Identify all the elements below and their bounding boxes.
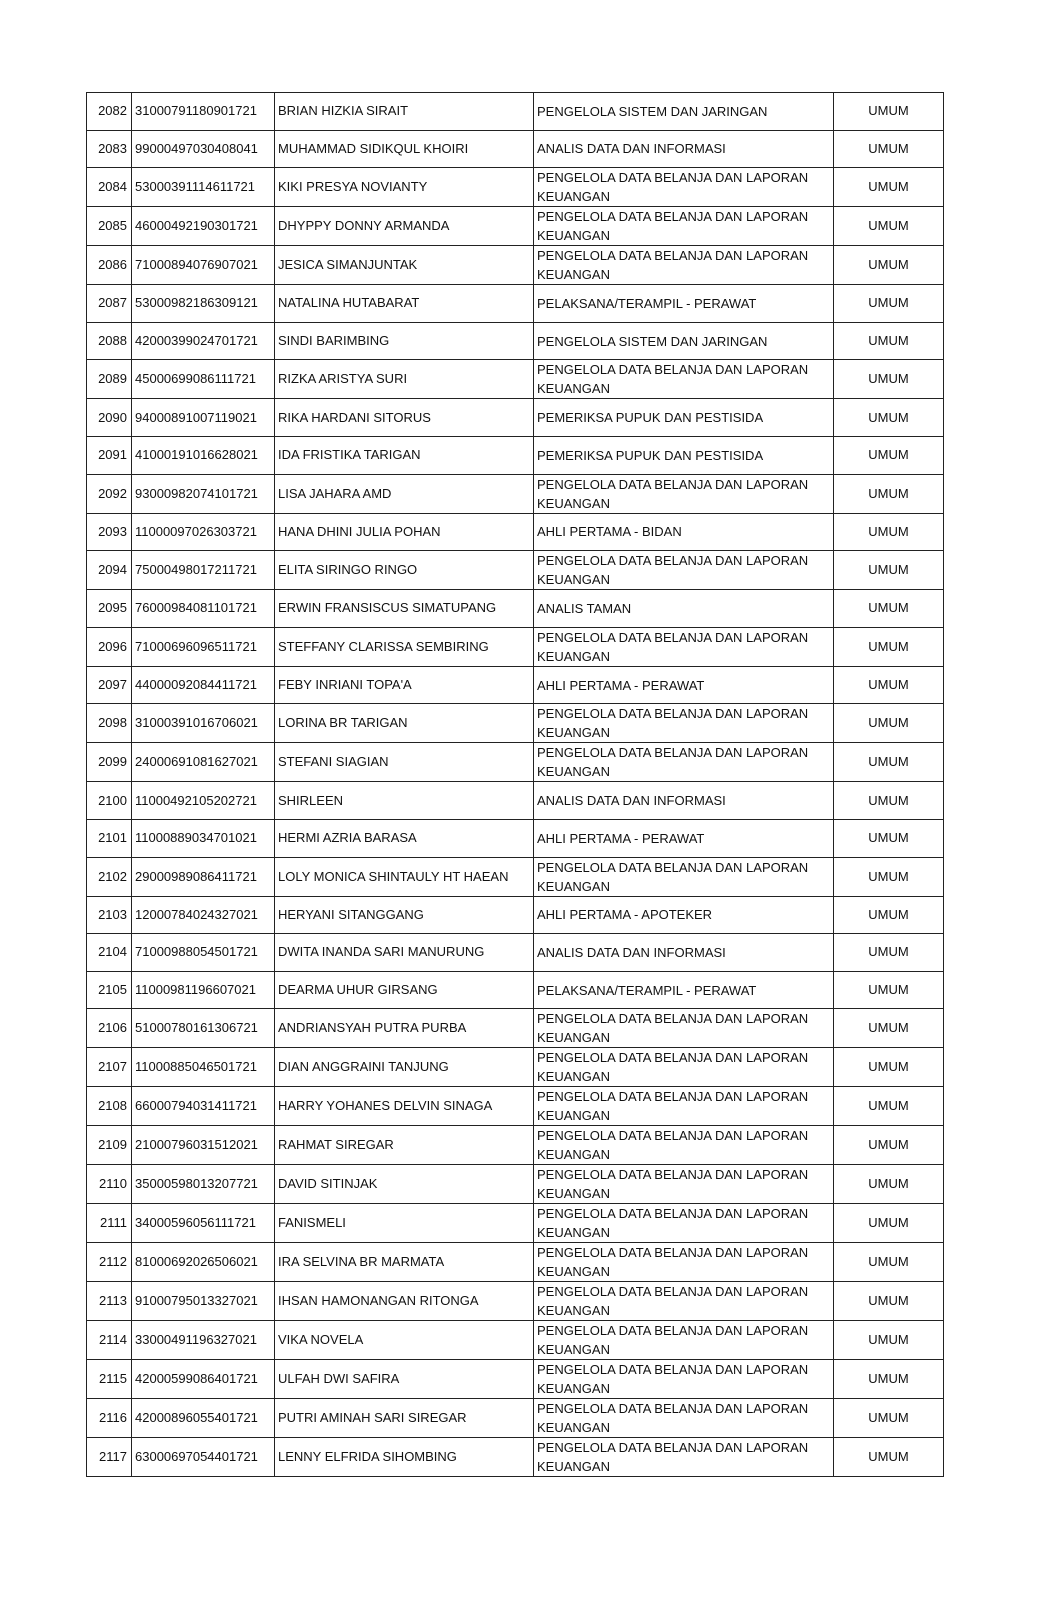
position-title: PENGELOLA DATA BELANJA DAN LAPORAN KEUANGAN — [534, 1438, 834, 1477]
row-number: 2111 — [87, 1204, 132, 1243]
participant-name: BRIAN HIZKIA SIRAIT — [275, 93, 534, 131]
formation-type: UMUM — [834, 743, 944, 782]
formation-type: UMUM — [834, 513, 944, 551]
row-number: 2113 — [87, 1282, 132, 1321]
row-number: 2117 — [87, 1438, 132, 1477]
formation-type: UMUM — [834, 436, 944, 474]
row-number: 2102 — [87, 857, 132, 896]
registration-number: 53000982186309121 — [132, 285, 275, 323]
table-row — [87, 1204, 944, 1243]
participant-name: SHIRLEEN — [275, 782, 534, 820]
participant-name: NATALINA HUTABARAT — [275, 285, 534, 323]
registration-number: 34000596056111721 — [132, 1204, 275, 1243]
registration-number: 51000780161306721 — [132, 1009, 275, 1048]
table-row — [87, 1321, 944, 1360]
formation-type: UMUM — [834, 819, 944, 857]
participant-name: ANDRIANSYAH PUTRA PURBA — [275, 1009, 534, 1048]
position-title: PENGELOLA DATA BELANJA DAN LAPORAN KEUANGAN — [534, 551, 834, 590]
formation-type: UMUM — [834, 1399, 944, 1438]
table-row — [87, 934, 944, 972]
participant-table-body — [87, 93, 944, 1477]
table-row — [87, 360, 944, 399]
position-title: PENGELOLA DATA BELANJA DAN LAPORAN KEUANGAN — [534, 743, 834, 782]
formation-type: UMUM — [834, 1126, 944, 1165]
table-row — [87, 1282, 944, 1321]
registration-number: 11000889034701021 — [132, 819, 275, 857]
participant-name: VIKA NOVELA — [275, 1321, 534, 1360]
row-number: 2094 — [87, 551, 132, 590]
participant-name: FANISMELI — [275, 1204, 534, 1243]
participant-name: DEARMA UHUR GIRSANG — [275, 971, 534, 1009]
table-row — [87, 704, 944, 743]
registration-number: 11000492105202721 — [132, 782, 275, 820]
table-row — [87, 1165, 944, 1204]
position-title: PENGELOLA DATA BELANJA DAN LAPORAN KEUANGAN — [534, 1282, 834, 1321]
row-number: 2086 — [87, 246, 132, 285]
formation-type: UMUM — [834, 285, 944, 323]
table-row — [87, 436, 944, 474]
position-title: PENGELOLA SISTEM DAN JARINGAN — [534, 93, 834, 131]
participant-name: DIAN ANGGRAINI TANJUNG — [275, 1048, 534, 1087]
registration-number: 53000391114611721 — [132, 168, 275, 207]
participant-table — [86, 92, 944, 1477]
registration-number: 42000599086401721 — [132, 1360, 275, 1399]
participant-name: STEFANI SIAGIAN — [275, 743, 534, 782]
registration-number: 75000498017211721 — [132, 551, 275, 590]
row-number: 2091 — [87, 436, 132, 474]
participant-name: MUHAMMAD SIDIKQUL KHOIRI — [275, 130, 534, 168]
table-row — [87, 627, 944, 666]
formation-type: UMUM — [834, 857, 944, 896]
position-title: ANALIS TAMAN — [534, 590, 834, 628]
formation-type: UMUM — [834, 1087, 944, 1126]
position-title: PENGELOLA DATA BELANJA DAN LAPORAN KEUANGAN — [534, 207, 834, 246]
table-row — [87, 1009, 944, 1048]
participant-name: JESICA SIMANJUNTAK — [275, 246, 534, 285]
row-number: 2090 — [87, 399, 132, 437]
registration-number: 91000795013327021 — [132, 1282, 275, 1321]
table-row — [87, 551, 944, 590]
table-row — [87, 1438, 944, 1477]
table-row — [87, 474, 944, 513]
position-title: PEMERIKSA PUPUK DAN PESTISIDA — [534, 399, 834, 437]
participant-name: LISA JAHARA AMD — [275, 474, 534, 513]
participant-name: DHYPPY DONNY ARMANDA — [275, 207, 534, 246]
table-row — [87, 590, 944, 628]
registration-number: 21000796031512021 — [132, 1126, 275, 1165]
position-title: AHLI PERTAMA - APOTEKER — [534, 896, 834, 934]
participant-name: LORINA BR TARIGAN — [275, 704, 534, 743]
formation-type: UMUM — [834, 896, 944, 934]
table-row — [87, 743, 944, 782]
table-row — [87, 1243, 944, 1282]
registration-number: 44000092084411721 — [132, 666, 275, 704]
registration-number: 11000097026303721 — [132, 513, 275, 551]
registration-number: 76000984081101721 — [132, 590, 275, 628]
registration-number: 35000598013207721 — [132, 1165, 275, 1204]
row-number: 2097 — [87, 666, 132, 704]
position-title: ANALIS DATA DAN INFORMASI — [534, 130, 834, 168]
position-title: PENGELOLA DATA BELANJA DAN LAPORAN KEUANGAN — [534, 246, 834, 285]
row-number: 2089 — [87, 360, 132, 399]
formation-type: UMUM — [834, 1321, 944, 1360]
position-title: PEMERIKSA PUPUK DAN PESTISIDA — [534, 436, 834, 474]
table-row — [87, 399, 944, 437]
formation-type: UMUM — [834, 130, 944, 168]
participant-name: PUTRI AMINAH SARI SIREGAR — [275, 1399, 534, 1438]
table-row — [87, 1048, 944, 1087]
participant-name: RIKA HARDANI SITORUS — [275, 399, 534, 437]
participant-name: ULFAH DWI SAFIRA — [275, 1360, 534, 1399]
formation-type: UMUM — [834, 246, 944, 285]
participant-name: IRA SELVINA BR MARMATA — [275, 1243, 534, 1282]
participant-name: RAHMAT SIREGAR — [275, 1126, 534, 1165]
formation-type: UMUM — [834, 1360, 944, 1399]
formation-type: UMUM — [834, 782, 944, 820]
position-title: PENGELOLA DATA BELANJA DAN LAPORAN KEUANGAN — [534, 1126, 834, 1165]
row-number: 2112 — [87, 1243, 132, 1282]
table-row — [87, 513, 944, 551]
table-row — [87, 819, 944, 857]
row-number: 2083 — [87, 130, 132, 168]
row-number: 2095 — [87, 590, 132, 628]
table-row — [87, 207, 944, 246]
registration-number: 11000981196607021 — [132, 971, 275, 1009]
formation-type: UMUM — [834, 934, 944, 972]
participant-name: KIKI PRESYA NOVIANTY — [275, 168, 534, 207]
table-row — [87, 285, 944, 323]
formation-type: UMUM — [834, 399, 944, 437]
row-number: 2088 — [87, 322, 132, 360]
participant-name: HARRY YOHANES DELVIN SINAGA — [275, 1087, 534, 1126]
position-title: PELAKSANA/TERAMPIL - PERAWAT — [534, 285, 834, 323]
row-number: 2104 — [87, 934, 132, 972]
formation-type: UMUM — [834, 551, 944, 590]
position-title: PENGELOLA DATA BELANJA DAN LAPORAN KEUANGAN — [534, 1243, 834, 1282]
formation-type: UMUM — [834, 474, 944, 513]
position-title: ANALIS DATA DAN INFORMASI — [534, 934, 834, 972]
row-number: 2114 — [87, 1321, 132, 1360]
formation-type: UMUM — [834, 627, 944, 666]
registration-number: 71000696096511721 — [132, 627, 275, 666]
row-number: 2100 — [87, 782, 132, 820]
registration-number: 46000492190301721 — [132, 207, 275, 246]
formation-type: UMUM — [834, 1438, 944, 1477]
position-title: AHLI PERTAMA - PERAWAT — [534, 666, 834, 704]
row-number: 2101 — [87, 819, 132, 857]
participant-name: HERYANI SITANGGANG — [275, 896, 534, 934]
formation-type: UMUM — [834, 322, 944, 360]
table-row — [87, 130, 944, 168]
participant-name: LOLY MONICA SHINTAULY HT HAEAN — [275, 857, 534, 896]
position-title: PENGELOLA DATA BELANJA DAN LAPORAN KEUANGAN — [534, 1087, 834, 1126]
table-row — [87, 782, 944, 820]
table-row — [87, 1399, 944, 1438]
row-number: 2116 — [87, 1399, 132, 1438]
registration-number: 94000891007119021 — [132, 399, 275, 437]
registration-number: 99000497030408041 — [132, 130, 275, 168]
row-number: 2099 — [87, 743, 132, 782]
position-title: PENGELOLA DATA BELANJA DAN LAPORAN KEUANGAN — [534, 168, 834, 207]
position-title: ANALIS DATA DAN INFORMASI — [534, 782, 834, 820]
formation-type: UMUM — [834, 207, 944, 246]
registration-number: 11000885046501721 — [132, 1048, 275, 1087]
formation-type: UMUM — [834, 1048, 944, 1087]
position-title: PENGELOLA DATA BELANJA DAN LAPORAN KEUANGAN — [534, 360, 834, 399]
row-number: 2096 — [87, 627, 132, 666]
formation-type: UMUM — [834, 1165, 944, 1204]
table-row — [87, 322, 944, 360]
participant-name: DWITA INANDA SARI MANURUNG — [275, 934, 534, 972]
position-title: PENGELOLA DATA BELANJA DAN LAPORAN KEUANGAN — [534, 474, 834, 513]
registration-number: 42000399024701721 — [132, 322, 275, 360]
row-number: 2092 — [87, 474, 132, 513]
position-title: PENGELOLA DATA BELANJA DAN LAPORAN KEUANGAN — [534, 1204, 834, 1243]
position-title: PENGELOLA DATA BELANJA DAN LAPORAN KEUANGAN — [534, 1321, 834, 1360]
position-title: PELAKSANA/TERAMPIL - PERAWAT — [534, 971, 834, 1009]
registration-number: 81000692026506021 — [132, 1243, 275, 1282]
registration-number: 29000989086411721 — [132, 857, 275, 896]
registration-number: 63000697054401721 — [132, 1438, 275, 1477]
table-row — [87, 857, 944, 896]
registration-number: 31000391016706021 — [132, 704, 275, 743]
participant-name: ERWIN FRANSISCUS SIMATUPANG — [275, 590, 534, 628]
position-title: AHLI PERTAMA - PERAWAT — [534, 819, 834, 857]
table-row — [87, 1126, 944, 1165]
formation-type: UMUM — [834, 971, 944, 1009]
table-row — [87, 1087, 944, 1126]
formation-type: UMUM — [834, 168, 944, 207]
registration-number: 31000791180901721 — [132, 93, 275, 131]
row-number: 2084 — [87, 168, 132, 207]
row-number: 2108 — [87, 1087, 132, 1126]
formation-type: UMUM — [834, 93, 944, 131]
position-title: PENGELOLA DATA BELANJA DAN LAPORAN KEUANGAN — [534, 1360, 834, 1399]
table-row — [87, 168, 944, 207]
row-number: 2085 — [87, 207, 132, 246]
row-number: 2109 — [87, 1126, 132, 1165]
participant-name: SINDI BARIMBING — [275, 322, 534, 360]
registration-number: 71000894076907021 — [132, 246, 275, 285]
row-number: 2087 — [87, 285, 132, 323]
table-row — [87, 971, 944, 1009]
position-title: PENGELOLA DATA BELANJA DAN LAPORAN KEUANGAN — [534, 1399, 834, 1438]
row-number: 2110 — [87, 1165, 132, 1204]
position-title: PENGELOLA SISTEM DAN JARINGAN — [534, 322, 834, 360]
participant-name: FEBY INRIANI TOPA'A — [275, 666, 534, 704]
registration-number: 24000691081627021 — [132, 743, 275, 782]
row-number: 2107 — [87, 1048, 132, 1087]
table-row — [87, 93, 944, 131]
position-title: PENGELOLA DATA BELANJA DAN LAPORAN KEUANGAN — [534, 704, 834, 743]
participant-name: HERMI AZRIA BARASA — [275, 819, 534, 857]
participant-name: ELITA SIRINGO RINGO — [275, 551, 534, 590]
formation-type: UMUM — [834, 1243, 944, 1282]
row-number: 2106 — [87, 1009, 132, 1048]
participant-name: HANA DHINI JULIA POHAN — [275, 513, 534, 551]
formation-type: UMUM — [834, 590, 944, 628]
position-title: PENGELOLA DATA BELANJA DAN LAPORAN KEUANGAN — [534, 1048, 834, 1087]
formation-type: UMUM — [834, 1282, 944, 1321]
participant-name: DAVID SITINJAK — [275, 1165, 534, 1204]
registration-number: 33000491196327021 — [132, 1321, 275, 1360]
registration-number: 71000988054501721 — [132, 934, 275, 972]
formation-type: UMUM — [834, 1009, 944, 1048]
formation-type: UMUM — [834, 666, 944, 704]
row-number: 2098 — [87, 704, 132, 743]
table-row — [87, 896, 944, 934]
participant-name: IHSAN HAMONANGAN RITONGA — [275, 1282, 534, 1321]
registration-number: 93000982074101721 — [132, 474, 275, 513]
participant-name: RIZKA ARISTYA SURI — [275, 360, 534, 399]
table-row — [87, 1360, 944, 1399]
registration-number: 45000699086111721 — [132, 360, 275, 399]
position-title: AHLI PERTAMA - BIDAN — [534, 513, 834, 551]
participant-name: LENNY ELFRIDA SIHOMBING — [275, 1438, 534, 1477]
row-number: 2093 — [87, 513, 132, 551]
registration-number: 12000784024327021 — [132, 896, 275, 934]
formation-type: UMUM — [834, 360, 944, 399]
row-number: 2115 — [87, 1360, 132, 1399]
table-row — [87, 246, 944, 285]
position-title: PENGELOLA DATA BELANJA DAN LAPORAN KEUANGAN — [534, 1165, 834, 1204]
registration-number: 41000191016628021 — [132, 436, 275, 474]
row-number: 2082 — [87, 93, 132, 131]
row-number: 2105 — [87, 971, 132, 1009]
registration-number: 42000896055401721 — [132, 1399, 275, 1438]
position-title: PENGELOLA DATA BELANJA DAN LAPORAN KEUANGAN — [534, 1009, 834, 1048]
position-title: PENGELOLA DATA BELANJA DAN LAPORAN KEUANGAN — [534, 857, 834, 896]
table-row — [87, 666, 944, 704]
participant-name: IDA FRISTIKA TARIGAN — [275, 436, 534, 474]
formation-type: UMUM — [834, 1204, 944, 1243]
registration-number: 66000794031411721 — [132, 1087, 275, 1126]
formation-type: UMUM — [834, 704, 944, 743]
row-number: 2103 — [87, 896, 132, 934]
position-title: PENGELOLA DATA BELANJA DAN LAPORAN KEUANGAN — [534, 627, 834, 666]
participant-name: STEFFANY CLARISSA SEMBIRING — [275, 627, 534, 666]
